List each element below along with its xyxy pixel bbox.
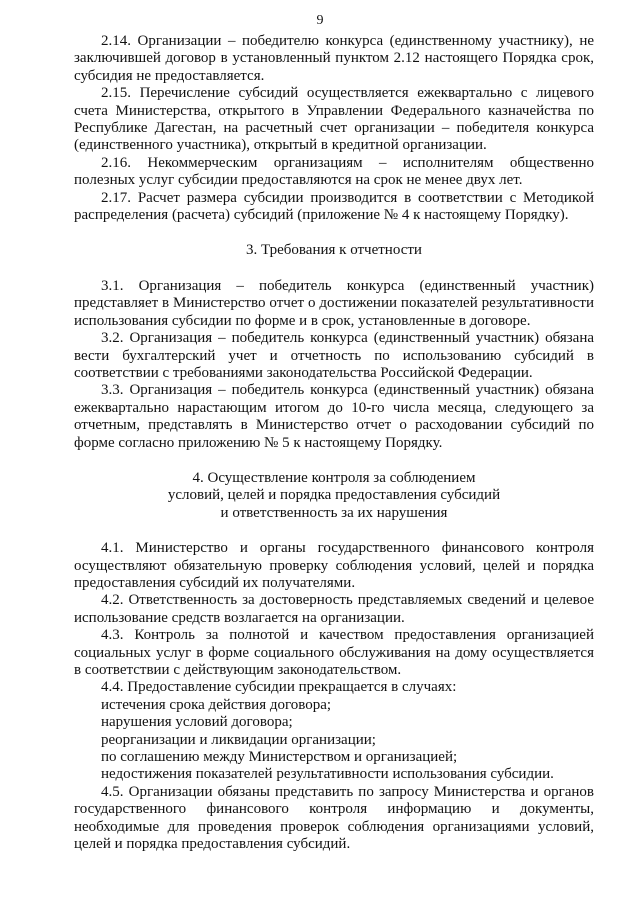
termination-case: недостижения показателей результативности использования субсидии. bbox=[101, 766, 554, 783]
section-4-heading-line: и ответственность за их нарушения bbox=[220, 504, 448, 521]
termination-case: по соглашению между Министерством и организацией; bbox=[101, 749, 458, 766]
paragraph-4-3: 4.3. Контроль за полнотой и качеством предоставления организацией социальных услуг в форме социального обслуживания на дому осуществляется в соответствии с действующим законодательством. bbox=[74, 627, 594, 678]
paragraph-3-1: 3.1. Организация – победитель конкурса (единственный участник) представляет в Министерство отчет о достижении показателей результативности использования субсидии по форме и в срок, установленные в договоре. bbox=[74, 277, 594, 329]
section-4-heading-line: 4. Осуществление контроля за соблюдением bbox=[192, 469, 476, 486]
termination-case: нарушения условий договора; bbox=[101, 714, 293, 731]
paragraph-4-1: 4.1. Министерство и органы государственного финансового контроля осуществляют обязательную проверку соблюдения условий, целей и порядка предоставления субсидий их получателями. bbox=[74, 540, 594, 591]
paragraph-2-15: 2.15. Перечисление субсидий осуществляется ежеквартально с лицевого счета Министерства, открытого в Управлении Федерального казначейства по Республике Дагестан, на расчетный счет организации – победителя конкурса (единственного участника), открытый в кредитной организации. bbox=[74, 85, 594, 154]
paragraph-2-14: 2.14. Организации – победителю конкурса (единственному участнику), не заключившей договор в установленный пунктом 2.12 настоящего Порядка срок, субсидия не предоставляется. bbox=[74, 33, 594, 84]
paragraph-4-5: 4.5. Организации обязаны представить по запросу Министерства и органов государственного финансового контроля информацию и документы, необходимые для проведения проверок соблюдения организациями условий, целей и порядка предоставления субсидий. bbox=[74, 783, 594, 853]
paragraph-2-16: 2.16. Некоммерческим организациям – исполнителям общественно полезных услуг субсидии предоставляются на срок не менее двух лет. bbox=[74, 154, 594, 189]
document-body bbox=[74, 33, 594, 853]
termination-case: истечения срока действия договора; bbox=[101, 696, 332, 713]
section-4-heading-line: условий, целей и порядка предоставления субсидий bbox=[167, 487, 501, 504]
termination-case: реорганизации и ликвидации организации; bbox=[101, 731, 376, 748]
paragraph-3-3: 3.3. Организация – победитель конкурса (единственный участник) обязана ежеквартально нарастающим итогом до 10-го числа месяца, следующего за отчетным, представлять в Министерство отчет о расходовании субсидий по форме согласно приложению № 5 к настоящему Порядку. bbox=[74, 382, 594, 451]
paragraph-4-2: 4.2. Ответственность за достоверность представляемых сведений и целевое использование средств возлагается на организации. bbox=[74, 592, 594, 626]
paragraph-2-17: 2.17. Расчет размера субсидии производится в соответствии с Методикой распределения (расчета) субсидий (приложение № 4 к настоящему Порядку). bbox=[74, 189, 594, 224]
paragraph-3-2: 3.2. Организация – победитель конкурса (единственный участник) обязана вести бухгалтерский учет и отчетность по использованию субсидий в соответствии с требованиями законодательства Российской Федерации. bbox=[74, 330, 594, 381]
section-4-heading bbox=[74, 470, 594, 522]
section-3-heading: 3. Требования к отчетности bbox=[246, 242, 422, 259]
page-number: 9 bbox=[316, 13, 324, 28]
paragraph-4-4: 4.4. Предоставление субсидии прекращается в случаях: bbox=[101, 679, 457, 696]
